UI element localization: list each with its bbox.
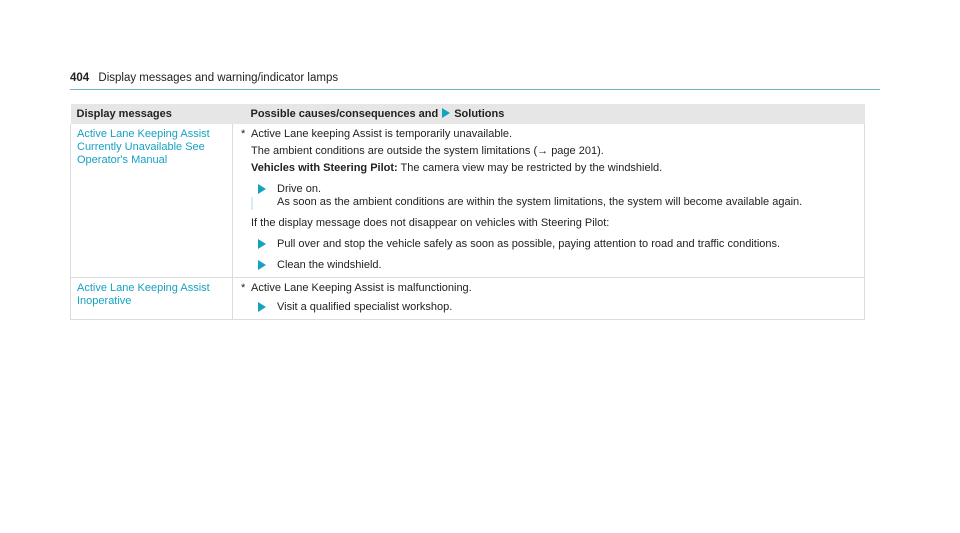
step-title: Clean the windshield.: [277, 259, 382, 271]
cause-text: [241, 282, 864, 295]
message-cell: [71, 278, 233, 320]
footnote-star: *: [241, 128, 246, 140]
causes-cell: [233, 124, 865, 278]
play-arrow-icon: [258, 184, 266, 194]
page-number: 404: [70, 72, 90, 84]
section-title: Display messages and warning/indicator lamps: [98, 72, 339, 84]
col-header-causes: [233, 104, 865, 124]
message-line: Active Lane Keeping Assist: [77, 282, 210, 294]
step-title: Visit a qualified specialist workshop.: [277, 301, 453, 313]
footnote-star: *: [241, 282, 246, 294]
table-row: [71, 278, 865, 320]
play-arrow-icon: [442, 108, 450, 118]
steering-pilot-note: [251, 162, 864, 175]
message-line: Active Lane Keeping Assist: [77, 128, 210, 140]
table-header-row: [71, 104, 865, 124]
causes-cell: [233, 278, 865, 320]
message-line: Operator's Manual: [77, 154, 168, 166]
solution-step: [251, 301, 864, 314]
page-header: [70, 72, 880, 84]
table-row: [71, 124, 865, 278]
display-messages-table: [70, 104, 865, 320]
step-title: Drive on.: [277, 183, 322, 195]
if-text: If the display message does not disappear on vehicles with Steering Pilot:: [251, 217, 610, 229]
cause-text: [241, 128, 864, 141]
play-arrow-icon: [258, 302, 266, 312]
message-line: Currently Unavailable See: [77, 141, 205, 153]
play-arrow-icon: [258, 239, 266, 249]
col-header-causes-text: Possible causes/consequences and: [250, 107, 439, 120]
play-arrow-icon: [258, 260, 266, 270]
step-bar: [251, 197, 253, 210]
bold-label: Vehicles with Steering Pilot:: [251, 162, 398, 174]
solution-step: [251, 259, 864, 272]
step-detail: As soon as the ambient conditions are within the system limitations, the system will become available again.: [277, 196, 803, 208]
message-line: Inoperative: [77, 295, 132, 307]
detail-text: The ambient conditions are outside the system limitations (→ page 201).: [251, 145, 604, 157]
note-text: The camera view may be restricted by the windshield.: [397, 162, 663, 174]
col-header-solutions-text: Solutions: [454, 107, 505, 120]
step-title: Pull over and stop the vehicle safely as soon as possible, paying attention to road and traffic conditions.: [277, 238, 781, 250]
col-header-display-messages: Display messages: [71, 104, 233, 124]
header-rule: [70, 89, 880, 90]
solution-step: [251, 183, 864, 209]
solution-step: [251, 238, 864, 251]
cause-line: Active Lane keeping Assist is temporarily unavailable.: [251, 128, 513, 140]
message-cell: [71, 124, 233, 278]
cause-line: Active Lane Keeping Assist is malfunctioning.: [251, 282, 472, 294]
